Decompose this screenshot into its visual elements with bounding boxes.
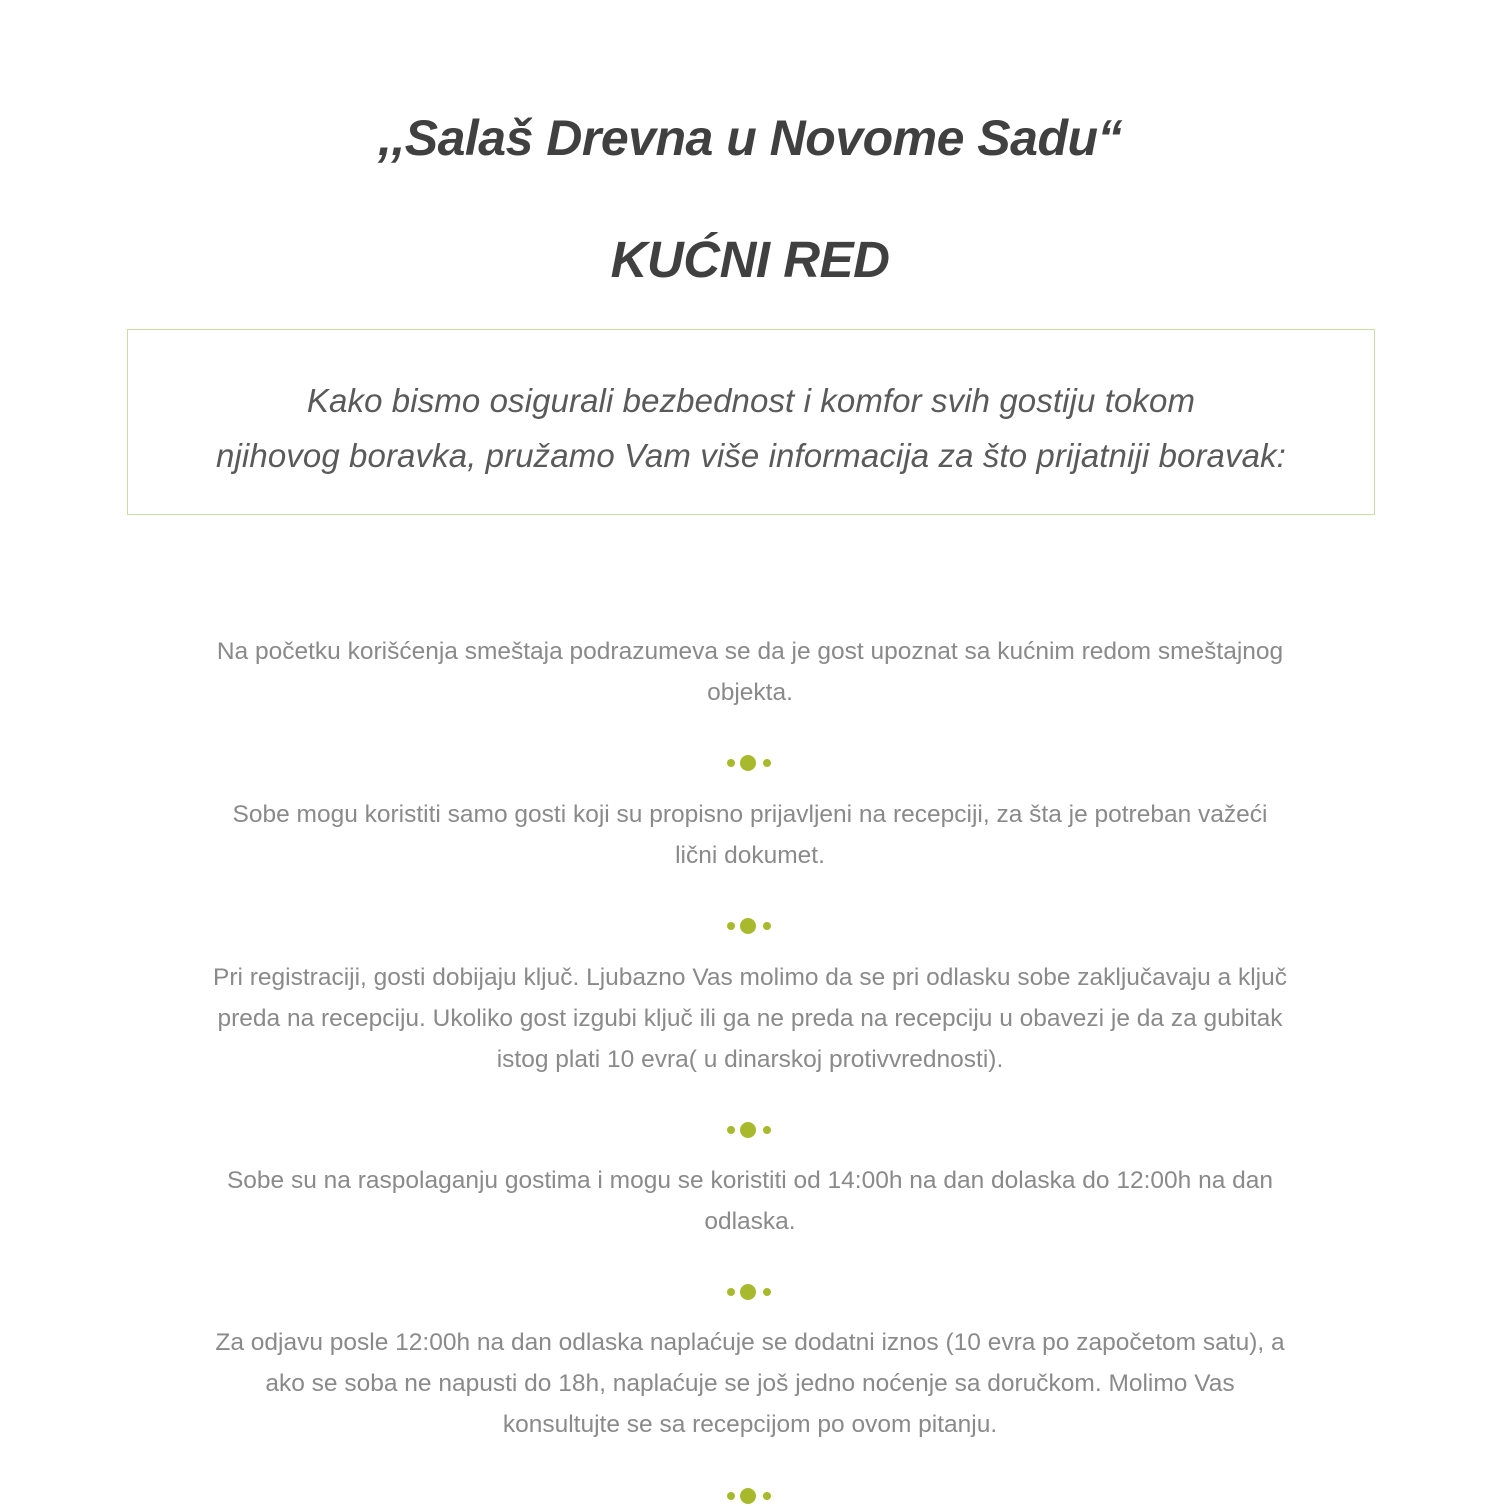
rule-line: preda na recepciju. Ukoliko gost izgubi ključ ili ga ne preda na recepciju u obavezi je da za gubitak	[217, 1005, 1283, 1032]
intro-line: Kako bismo osigurali bezbednost i komfor svih gostiju tokom	[306, 382, 1196, 419]
rule-line: Pri registraciji, gosti dobijaju ključ. Ljubazno Vas molimo da se pri odlasku sobe zaključavaju a ključ	[213, 964, 1287, 991]
rule-paragraph	[140, 794, 1360, 876]
dot-separator-icon	[725, 1282, 775, 1302]
intro-text	[128, 373, 1374, 483]
rule-line: odlaska.	[704, 1208, 796, 1235]
rule-line: konsultujte se sa recepcijom po ovom pitanju.	[502, 1411, 998, 1438]
document-subtitle: KUĆNI RED	[610, 231, 890, 288]
rule-line: lični dokumet.	[675, 842, 825, 869]
rule-paragraph	[140, 631, 1360, 713]
document-title: ,,Salaš Drevna u Novome Sadu“	[377, 110, 1123, 166]
rule-line: Sobe su na raspolaganju gostima i mogu se koristiti od 14:00h na dan dolaska do 12:00h na dan	[226, 1167, 1274, 1194]
rule-paragraph	[140, 957, 1360, 1080]
rule-line: Za odjavu posle 12:00h na dan odlaska naplaćuje se dodatni iznos (10 evra po započetom satu), a	[215, 1329, 1285, 1356]
rule-paragraph	[140, 1322, 1360, 1445]
rule-line: objekta.	[707, 679, 793, 706]
dot-separator-icon	[725, 1486, 775, 1506]
rule-line: istog plati 10 evra( u dinarskoj protivvrednosti).	[496, 1046, 1004, 1073]
dot-separator-icon	[725, 753, 775, 773]
rule-line: ako se soba ne napusti do 18h, naplaćuje se još jedno noćenje sa doručkom. Molimo Vas	[265, 1370, 1235, 1397]
rule-paragraph	[140, 1160, 1360, 1242]
rule-line: Na početku korišćenja smeštaja podrazumeva se da je gost upoznat sa kućnim redom smeštajnog	[216, 638, 1284, 665]
dot-separator-icon	[725, 916, 775, 936]
rule-line: Sobe mogu koristiti samo gosti koji su propisno prijavljeni na recepciji, za šta je potreban važeći	[232, 801, 1268, 828]
intro-line: njihovog boravka, pružamo Vam više informacija za što prijatniji boravak:	[216, 437, 1286, 474]
intro-box	[127, 329, 1375, 515]
dot-separator-icon	[725, 1120, 775, 1140]
